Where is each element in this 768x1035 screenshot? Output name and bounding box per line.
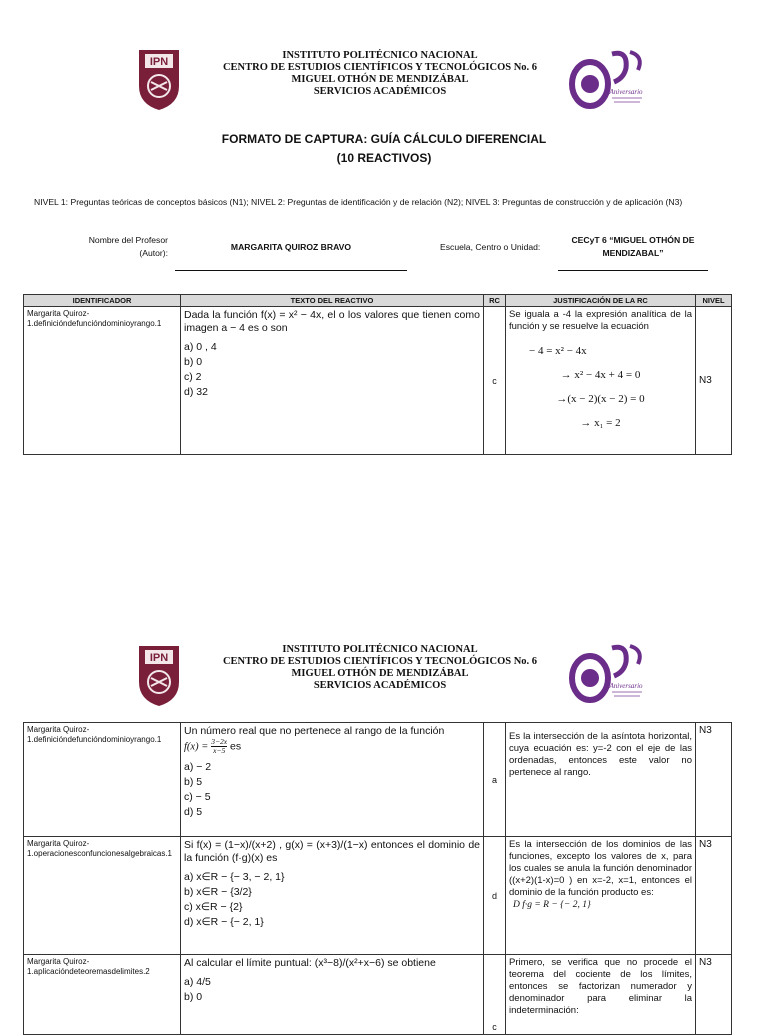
institution-header xyxy=(200,50,560,98)
table-row xyxy=(24,837,732,955)
table-row xyxy=(24,723,732,837)
justification-formula: D f·g = R − {− 2, 1} xyxy=(513,900,591,910)
question-text: Si f(x) = (1−x)/(x+2) , g(x) = (x+3)/(1−x) entonces el dominio de la función (f·g)(x) es xyxy=(184,839,480,864)
school-name: MIGUEL OTHÓN DE MENDIZÁBAL xyxy=(291,74,469,85)
option-c: c) − 5 xyxy=(184,791,211,803)
institution-name: INSTITUTO POLITÉCNICO NACIONAL xyxy=(282,644,478,655)
header-identificador: IDENTIFICADOR xyxy=(24,295,181,307)
school-name: MIGUEL OTHÓN DE MENDIZÁBAL xyxy=(291,668,469,679)
item-question xyxy=(181,955,484,1035)
fraction-denominator: x−5 xyxy=(213,746,226,755)
anniversary-logo xyxy=(568,642,652,704)
step-3: →(x − 2)(x − 2) = 0 xyxy=(556,393,645,405)
header-texto: TEXTO DEL REACTIVO xyxy=(181,295,484,307)
department-name: SERVICIOS ACADÉMICOS xyxy=(313,86,447,97)
question-text xyxy=(184,725,480,755)
anniversary-logo xyxy=(568,48,652,110)
ipn-logo xyxy=(133,46,185,112)
item-justification: Primero, se verifica que no procede el teorema del cociente de los límites, entonces se factorizan numerador y denominador para eliminar la indeterminación: xyxy=(506,955,696,1035)
item-identifier: Margarita Quiroz-1.aplicacióndeteoremasdelimites.2 xyxy=(24,955,181,1035)
question-text: Dada la función f(x) = x² − 4x, el o los valores que tienen como imagen a − 4 es o son xyxy=(184,309,480,334)
header-justificacion: JUSTIFICACIÓN DE LA RC xyxy=(506,295,696,307)
svg-text:Aniversario: Aniversario xyxy=(609,88,643,96)
item-answer: d xyxy=(484,837,506,955)
institution-header xyxy=(200,644,560,692)
professor-name: MARGARITA QUIROZ BRAVO xyxy=(230,242,352,252)
professor-label-line1: Nombre del Profesor xyxy=(88,235,168,245)
svg-text:IPN: IPN xyxy=(149,56,169,68)
step-4: → x₁ = 2 xyxy=(580,417,621,429)
item-level: N3 xyxy=(696,723,732,837)
professor-label-line2: (Autor): xyxy=(139,248,168,258)
format-subtitle: (10 REACTIVOS) xyxy=(336,151,432,165)
question-text: Al calcular el límite puntual: (x³−8)/(x²+x−6) se obtiene xyxy=(184,957,436,969)
option-d: d) 32 xyxy=(184,386,208,398)
svg-text:Aniversario: Aniversario xyxy=(609,682,643,690)
professor-underline xyxy=(175,270,407,271)
option-d: d) x∈R − {− 2, 1} xyxy=(184,916,264,928)
question-text-post: es xyxy=(230,740,242,753)
institution-name: INSTITUTO POLITÉCNICO NACIONAL xyxy=(282,50,478,61)
option-b: b) x∈R − {3/2} xyxy=(184,886,252,898)
table-row xyxy=(24,307,732,455)
header-rc: RC xyxy=(484,295,506,307)
justification-text: Se iguala a -4 la expresión analítica de la función y se resuelve la ecuación xyxy=(509,309,692,332)
option-c: c) x∈R − {2} xyxy=(184,901,243,913)
step-2: → x² − 4x + 4 = 0 xyxy=(560,369,641,381)
option-a: a) 0 , 4 xyxy=(184,341,217,353)
option-b: b) 5 xyxy=(184,776,203,788)
item-answer: a xyxy=(484,723,506,837)
item-level: N3 xyxy=(696,837,732,955)
table-header-row xyxy=(24,295,732,307)
item-justification xyxy=(506,307,696,455)
item-justification xyxy=(506,837,696,955)
step-1: − 4 = x² − 4x xyxy=(529,345,587,357)
option-a: a) − 2 xyxy=(184,761,212,773)
item-question xyxy=(181,307,484,455)
item-answer: c xyxy=(484,307,506,455)
table-row xyxy=(24,955,732,1035)
item-level: N3 xyxy=(696,307,732,455)
school-value-line2: MENDIZABAL” xyxy=(602,248,664,258)
option-b: b) 0 xyxy=(184,356,203,368)
header-nivel: NIVEL xyxy=(696,295,732,307)
questions-table xyxy=(23,294,732,455)
option-a: a) x∈R − {− 3, − 2, 1} xyxy=(184,871,285,883)
question-function: f(x) = xyxy=(184,741,209,753)
option-a: a) 4/5 xyxy=(184,976,211,988)
levels-description: NIVEL 1: Preguntas teóricas de conceptos básicos (N1); NIVEL 2: Preguntas de identificación y de relación (N2); NIVEL 3: Preguntas de construcción y de aplicación (N3) xyxy=(34,197,683,207)
ipn-logo xyxy=(133,642,185,708)
questions-table-continued xyxy=(23,722,732,1035)
center-name: CENTRO DE ESTUDIOS CIENTÍFICOS Y TECNOLÓGICOS No. 6 xyxy=(222,62,538,73)
item-identifier: Margarita Quiroz-1.definicióndefuncióndominioyrango.1 xyxy=(24,307,181,455)
options-list xyxy=(184,975,480,1005)
item-justification: Es la intersección de la asíntota horizontal, cuya ecuación es: y=-2 con el eje de las ordenadas, entonces este valor no pertenece al rango. xyxy=(506,723,696,837)
item-identifier: Margarita Quiroz-1.operacionesconfuncionesalgebraicas.1 xyxy=(24,837,181,955)
options-list xyxy=(184,870,480,930)
options-list xyxy=(184,340,480,400)
fraction-numerator: 3−2x xyxy=(211,737,228,746)
item-question xyxy=(181,723,484,837)
item-level: N3 xyxy=(696,955,732,1035)
option-b: b) 0 xyxy=(184,991,203,1003)
school-value xyxy=(558,234,708,260)
school-label: Escuela, Centro o Unidad: xyxy=(440,242,541,252)
school-value-line1: CECyT 6 “MIGUEL OTHÓN DE xyxy=(571,235,695,245)
school-underline xyxy=(558,270,708,271)
item-answer: c xyxy=(484,955,506,1035)
option-c: c) 2 xyxy=(184,371,202,383)
item-identifier: Margarita Quiroz-1.definicióndefuncióndominioyrango.1 xyxy=(24,723,181,837)
svg-text:IPN: IPN xyxy=(149,652,169,664)
justification-text: Es la intersección de los dominios de las funciones, excepto los valores de x, para los cuales se anula la función denominador ((x+2)(1-x)=0 ) en x=-2, x=1, entonces el dominio de la función producto es: xyxy=(509,839,692,898)
format-title: FORMATO DE CAPTURA: GUÍA CÁLCULO DIFERENCIAL xyxy=(221,132,547,146)
question-fraction xyxy=(211,738,227,755)
question-text-pre: Un número real que no pertenece al rango de la función xyxy=(184,725,445,737)
department-name: SERVICIOS ACADÉMICOS xyxy=(313,680,447,691)
option-d: d) 5 xyxy=(184,806,203,818)
center-name: CENTRO DE ESTUDIOS CIENTÍFICOS Y TECNOLÓGICOS No. 6 xyxy=(222,656,538,667)
professor-label xyxy=(78,234,168,260)
item-question xyxy=(181,837,484,955)
options-list xyxy=(184,760,480,820)
